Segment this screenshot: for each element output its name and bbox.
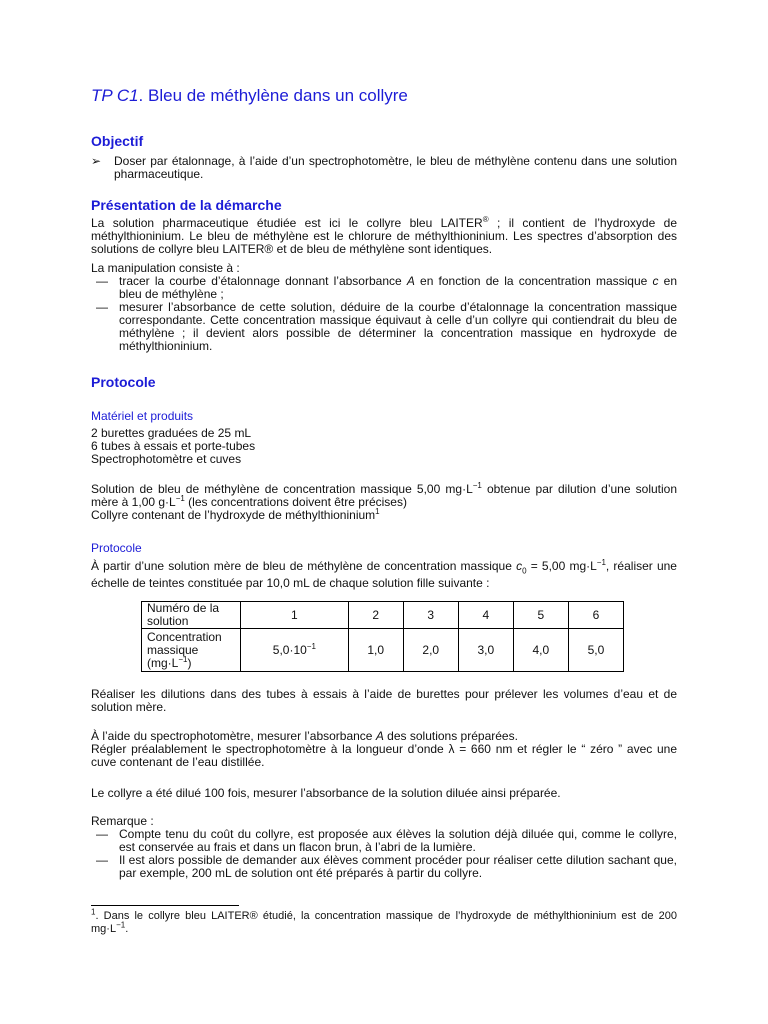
remarque-item	[91, 828, 677, 854]
table-cell: 1	[241, 602, 349, 629]
exponent: −1	[596, 558, 606, 567]
document-title	[91, 86, 408, 106]
remarque-label: Remarque :	[91, 814, 154, 828]
table-cell: 3,0	[458, 629, 513, 672]
absorbance-text: À l’aide du spectrophotomètre, mesurer l’absorbance	[91, 729, 376, 743]
dash-bullet: —	[96, 300, 108, 314]
presentation-text-a: La solution pharmaceutique étudiée est ici le collyre bleu LAITER	[91, 216, 483, 230]
solution-text: Solution de bleu de méthylène de concentration massique 5,00 mg·L	[91, 482, 473, 496]
objectif-text: Doser par étalonnage, à l’aide d’un spectrophotomètre, le bleu de méthylène contenu dans une solution pharmaceutique.	[114, 154, 677, 181]
item-text: en fonction de la concentration massique	[414, 274, 653, 288]
exponent: −1	[472, 481, 482, 490]
table-cell: 4	[458, 602, 513, 629]
protocole-main-heading: Protocole	[91, 374, 156, 390]
presentation-heading: Présentation de la démarche	[91, 197, 282, 213]
footnote-text: . Dans le collyre bleu LAITER® étudié, la concentration massique de l’hydroxyde de méthylthioninium est de 200 mg·L	[91, 910, 677, 935]
title-rest: . Bleu de méthylène dans un collyre	[138, 86, 408, 105]
collyre-paragraph: Le collyre a été dilué 100 fois, mesurer l’absorbance de la solution diluée ainsi préparée.	[91, 786, 561, 800]
item-text: en bleu de méthylène ;	[119, 274, 677, 301]
solution-text: obtenue par dilution d’une solution mère à 1,00 g·L	[91, 482, 677, 509]
table-cell: 3	[403, 602, 458, 629]
materiel-line: 2 burettes graduées de 25 mL	[91, 426, 252, 440]
objectif-heading: Objectif	[91, 133, 144, 149]
c0-subscript: 0	[522, 566, 527, 576]
footnote	[91, 907, 677, 936]
dash-bullet: —	[96, 827, 108, 841]
presentation-paragraph	[91, 217, 677, 256]
exponent: −1	[175, 494, 185, 503]
presentation-text-b: ; il contient de l’hydroxyde de méthylthioninium. Le bleu de méthylène est le chlorure de méthylthioninium. Les spectres d’absorption des solutions de collyre bleu LAITER® et de bleu de méthylène sont identiques.	[91, 216, 678, 256]
row-label-text: (mg·L	[147, 655, 179, 670]
protocole-paragraph	[91, 560, 677, 590]
item-text: tracer la courbe d’étalonnage donnant l’absorbance	[119, 274, 407, 288]
row-label	[142, 629, 241, 672]
dilution-table	[141, 601, 624, 672]
materiel-list	[91, 427, 677, 466]
remarque-text: Il est alors possible de demander aux élèves comment procéder pour réaliser cette dilution sachant que, par exemple, 200 mL de solution ont été préparés à partir du collyre.	[119, 853, 677, 880]
exponent: −1	[306, 641, 316, 651]
objectif-list	[91, 155, 677, 181]
remarque-list	[91, 828, 677, 880]
materiel-heading: Matériel et produits	[91, 409, 194, 423]
table-cell: 6	[568, 602, 623, 629]
table-cell: 2	[348, 602, 403, 629]
title-prefix: TP C1	[91, 86, 139, 105]
item-text: mesurer l’absorbance de cette solution, déduire de la courbe d’étalonnage la concentration massique correspondante. Cette concentration massique équivaut à celle d’un collyre qui contiendrait du bleu de méthylène ; il devient alors possible de déterminer la concentration massique en hydroxyde de méthylthioninium.	[119, 300, 677, 353]
row-label-text: Concentration massique	[147, 629, 222, 657]
exponent: −1	[178, 654, 188, 664]
protocole-text: À partir d’une solution mère de bleu de méthylène de concentration massique	[91, 559, 517, 573]
reglage-text: Régler préalablement le spectrophotomètre à la longueur d’onde	[91, 742, 449, 756]
absorbance-symbol: A	[375, 729, 384, 743]
absorbance-text: des solutions préparées.	[383, 729, 518, 743]
absorbance-paragraph	[91, 730, 677, 769]
row-label: Numéro de la solution	[142, 602, 241, 629]
protocole-text: = 5,00 mg·L	[526, 559, 597, 573]
remarque-text: Compte tenu du coût du collyre, est proposée aux élèves la solution déjà diluée qui, comme le collyre, est conservée au frais et dans un flacon brun, à l’abri de la lumière.	[119, 827, 677, 854]
footnote-separator	[91, 905, 239, 906]
footnote-ref: 1	[375, 507, 380, 516]
table-cell: 2,0	[403, 629, 458, 672]
table-row	[142, 602, 624, 629]
exponent: −1	[116, 920, 126, 930]
protocole-subheading: Protocole	[91, 541, 142, 555]
objectif-item	[91, 155, 677, 181]
table-cell: 4,0	[513, 629, 568, 672]
dilution-paragraph: Réaliser les dilutions dans des tubes à essais à l’aide de burettes pour prélever les volumes d’eau et de solution mère.	[91, 687, 677, 714]
solution-text: (les concentrations doivent être précises)	[184, 495, 407, 509]
row-label-text: )	[187, 655, 192, 670]
table-cell: 5,0	[568, 629, 623, 672]
solution-paragraph	[91, 483, 677, 522]
item-italic-a: A	[406, 274, 415, 288]
table-cell: 5	[513, 602, 568, 629]
table-cell: 1,0	[348, 629, 403, 672]
arrow-bullet-icon: ➢	[91, 154, 102, 168]
remarque-item	[91, 854, 677, 880]
manipulation-item	[91, 275, 677, 301]
dash-bullet: —	[96, 853, 108, 867]
footnote-text: .	[125, 923, 129, 935]
table-cell	[241, 629, 349, 672]
manipulation-list	[91, 275, 677, 353]
materiel-line: Spectrophotomètre et cuves	[91, 452, 242, 466]
protocole-text: , réaliser une échelle de teintes constituée par 10,0 mL de chaque solution fille suivante :	[91, 559, 677, 591]
materiel-line: 6 tubes à essais et porte-tubes	[91, 439, 256, 453]
cell-value: 5,0·10	[272, 642, 307, 657]
c0-symbol: c	[516, 559, 523, 573]
manipulation-intro: La manipulation consiste à :	[91, 261, 240, 275]
footnote-number: 1	[91, 907, 96, 917]
reglage-text: = 660 nm et régler le “ zéro ” avec une cuve contenant de l’eau distillée.	[91, 742, 678, 769]
dash-bullet: —	[96, 274, 108, 288]
table-row	[142, 629, 624, 672]
item-italic-c: c	[652, 274, 659, 288]
manipulation-item	[91, 301, 677, 353]
collyre-text: Collyre contenant de l’hydroxyde de méthylthioninium	[91, 508, 376, 522]
registered-mark: ®	[482, 215, 489, 224]
lambda-symbol: λ	[448, 742, 455, 756]
